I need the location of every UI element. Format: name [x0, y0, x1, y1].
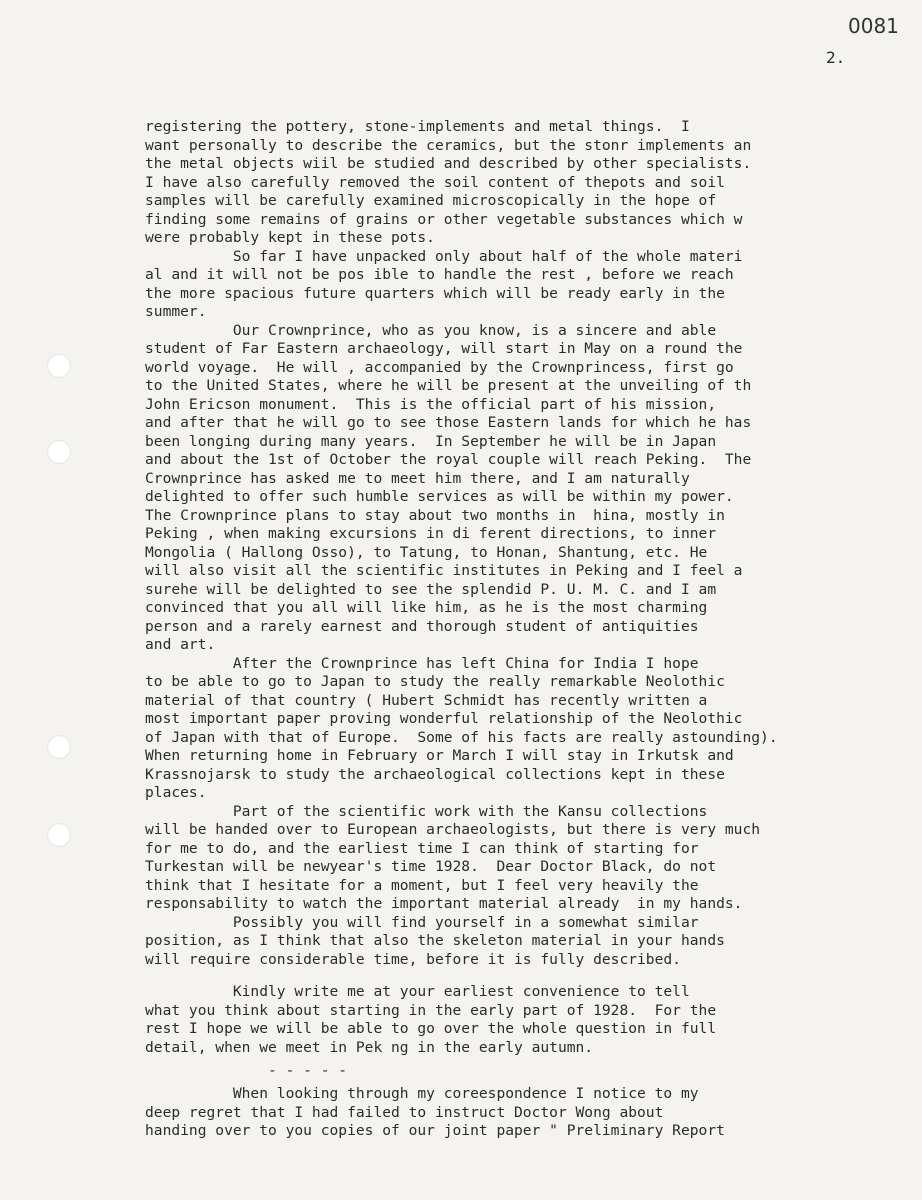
text-line: world voyage. He will , accompanied by the Crownprincess, first go [145, 358, 734, 376]
letter-paragraphs [145, 118, 865, 969]
text-line: places. [145, 784, 207, 801]
page-number: 2. [826, 48, 846, 67]
text-line: for me to do, and the earliest time I can think of starting for [145, 839, 699, 857]
text-line: The Crownprince plans to stay about two months in hina, mostly in [145, 506, 725, 524]
text-line: Turkestan will be newyear's time 1928. Dear Doctor Black, do not [145, 858, 717, 875]
text-line: I have also carefully removed the soil content of thepots and soil [145, 173, 725, 191]
text-line: Possibly you will find yourself in a somewhat similar [145, 913, 699, 931]
text-line: Crownprince has asked me to meet him there, and I am naturally [145, 469, 690, 487]
archive-number: 0081 [848, 14, 899, 38]
text-line: student of Far Eastern archaeology, will start in May on a round the [145, 340, 743, 357]
punch-hole [47, 440, 71, 464]
text-line: Kindly write me at your earliest convenience to tell [145, 983, 690, 1000]
text-line: After the Crownprince has left China for India I hope [145, 654, 699, 672]
text-line: what you think about starting in the early part of 1928. For the [145, 1001, 717, 1019]
text-line: Peking , when making excursions in di ferent directions, to inner [145, 525, 717, 542]
text-line: When looking through my coreespondence I notice to my [145, 1085, 699, 1102]
closing-paragraph [145, 983, 865, 1057]
text-line: been longing during many years. In September he will be in Japan [145, 432, 717, 450]
text-line: material of that country ( Hubert Schmidt has recently written a [145, 691, 708, 709]
letter-body [145, 118, 865, 1141]
text-line: delighted to offer such humble services as will be within my power. [145, 488, 734, 505]
text-line: the metal objects wiil be studied and described by other specialists. [145, 155, 752, 172]
postscript-paragraph [145, 1085, 865, 1141]
text-line: to be able to go to Japan to study the really remarkable Neolothic [145, 673, 725, 690]
text-line: position, as I think that also the skeleton material in your hands [145, 932, 725, 949]
text-line: will also visit all the scientific institutes in Peking and I feel a [145, 562, 743, 579]
text-line: Krassnojarsk to study the archaeological collections kept in these [145, 765, 725, 783]
text-line: and after that he will go to see those Eastern lands for which he has [145, 414, 752, 431]
text-line: detail, when we meet in Pek ng in the early autumn. [145, 1038, 594, 1056]
text-line: most important paper proving wonderful relationship of the Neolothic [145, 710, 743, 727]
text-line: think that I hesitate for a moment, but I feel very heavily the [145, 876, 699, 894]
text-line: registering the pottery, stone-implements and metal things. I [145, 118, 690, 135]
text-line: surehe will be delighted to see the splendid P. U. M. C. and I am [145, 580, 717, 598]
text-line: Our Crownprince, who as you know, is a sincere and able [145, 321, 717, 339]
text-line: want personally to describe the ceramics, but the stonr implements an [145, 136, 752, 154]
text-line: Part of the scientific work with the Kansu collections [145, 802, 708, 820]
paragraph-gap [145, 969, 865, 983]
text-line: of Japan with that of Europe. Some of his facts are really astounding). [145, 728, 778, 746]
text-line: John Ericson monument. This is the official part of his mission, [145, 395, 717, 413]
text-line: So far I have unpacked only about half of the whole materi [145, 247, 743, 265]
punch-hole [47, 354, 71, 378]
text-line: to the United States, where he will be present at the unveiling of th [145, 377, 752, 394]
text-line: finding some remains of grains or other vegetable substances which w [145, 210, 743, 228]
text-line: and about the 1st of October the royal couple will reach Peking. The [145, 451, 752, 468]
text-line: deep regret that I had failed to instruct Doctor Wong about [145, 1103, 664, 1121]
punch-hole [47, 823, 71, 847]
text-line: were probably kept in these pots. [145, 229, 435, 246]
text-line: and art. [145, 636, 216, 653]
text-line: When returning home in February or March I will stay in Irkutsk and [145, 747, 734, 764]
section-separator: - - - - - [145, 1062, 348, 1079]
punch-hole [47, 735, 71, 759]
text-line: summer. [145, 303, 207, 320]
text-line: will be handed over to European archaeologists, but there is very much [145, 821, 761, 838]
text-line: will require considerable time, before it is fully described. [145, 950, 681, 968]
text-line: rest I hope we will be able to go over the whole question in full [145, 1020, 717, 1037]
text-line: Mongolia ( Hallong Osso), to Tatung, to Honan, Shantung, etc. He [145, 543, 708, 561]
text-line: the more spacious future quarters which will be ready early in the [145, 284, 725, 302]
text-line: handing over to you copies of our joint paper " Preliminary Report [145, 1122, 725, 1139]
text-line: person and a rarely earnest and thorough student of antiquities [145, 617, 699, 635]
text-line: samples will be carefully examined microscopically in the hope of [145, 192, 717, 209]
text-line: responsability to watch the important material already in my hands. [145, 895, 743, 912]
text-line: convinced that you all will like him, as he is the most charming [145, 599, 708, 616]
text-line: al and it will not be pos ible to handle the rest , before we reach [145, 266, 734, 283]
